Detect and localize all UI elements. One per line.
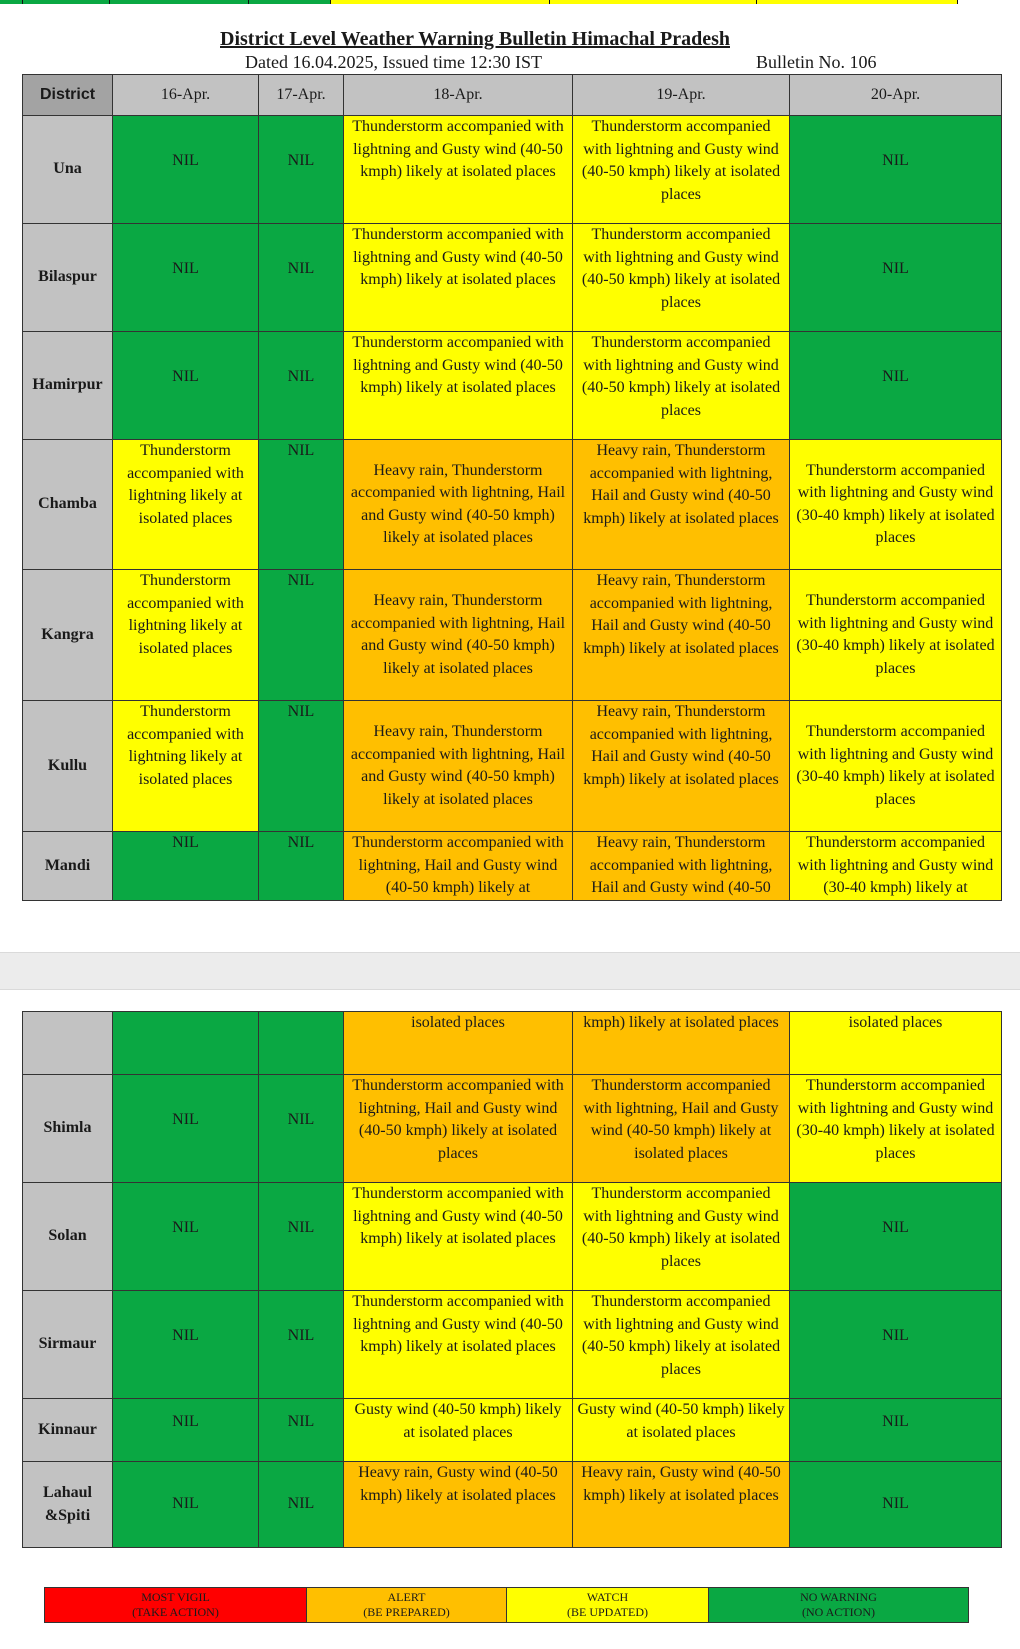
warning-cell: Heavy rain, Thunderstorm accompanied with lightning, Hail and Gusty wind (40-50 kmph) likely at isolated places (344, 440, 573, 570)
warning-table-page-1 (22, 74, 1002, 901)
warning-cell: Thunderstorm accompanied with lightning, Hail and Gusty wind (40-50 kmph) likely at (344, 832, 573, 901)
warning-cell: NIL (113, 1399, 259, 1462)
warning-cell: NIL (113, 1075, 259, 1183)
warning-cell (113, 1012, 259, 1075)
warning-cell: kmph) likely at isolated places (573, 1012, 790, 1075)
warning-cell: Thunderstorm accompanied with lightning and Gusty wind (30-40 kmph) likely at isolated places (790, 701, 1002, 832)
table-row (23, 1291, 1002, 1399)
warning-cell: NIL (259, 440, 344, 570)
warning-cell: NIL (259, 1399, 344, 1462)
bulletin-number: Bulletin No. 106 (756, 52, 877, 72)
warning-cell (259, 1012, 344, 1075)
district-name: Sirmaur (23, 1291, 113, 1399)
warning-cell: Heavy rain, Gusty wind (40-50 kmph) likely at isolated places (573, 1462, 790, 1548)
warning-cell: Thunderstorm accompanied with lightning likely at isolated places (113, 570, 259, 701)
table-row (23, 1075, 1002, 1183)
warning-cell: Heavy rain, Thunderstorm accompanied with lightning, Hail and Gusty wind (40-50 kmph) likely at isolated places (573, 570, 790, 701)
header-date: 17-Apr. (259, 75, 344, 116)
warning-cell: Thunderstorm accompanied with lightning and Gusty wind (40-50 kmph) likely at isolated places (344, 1291, 573, 1399)
district-name: Shimla (23, 1075, 113, 1183)
warning-cell: NIL (790, 1291, 1002, 1399)
table-row (23, 701, 1002, 832)
warning-cell: NIL (790, 1183, 1002, 1291)
table-row (23, 224, 1002, 332)
district-name: Bilaspur (23, 224, 113, 332)
warning-cell: NIL (259, 1075, 344, 1183)
table-row (23, 570, 1002, 701)
header-date: 19-Apr. (573, 75, 790, 116)
table-row (23, 332, 1002, 440)
warning-cell: isolated places (790, 1012, 1002, 1075)
table-header-row (23, 75, 1002, 116)
warning-cell: NIL (113, 332, 259, 440)
issue-date: Dated 16.04.2025, Issued time 12:30 IST (245, 52, 542, 72)
warning-cell: NIL (790, 332, 1002, 440)
table-row (23, 1183, 1002, 1291)
legend-most-vigil: MOST VIGIL (TAKE ACTION) (45, 1588, 307, 1623)
district-name: Solan (23, 1183, 113, 1291)
table-row (23, 832, 1002, 901)
warning-cell: Thunderstorm accompanied with lightning and Gusty wind (30-40 kmph) likely at isolated places (790, 570, 1002, 701)
warning-cell: Thunderstorm accompanied with lightning likely at isolated places (113, 440, 259, 570)
warning-cell: Thunderstorm accompanied with lightning likely at isolated places (113, 701, 259, 832)
warning-cell: Thunderstorm accompanied with lightning and Gusty wind (40-50 kmph) likely at isolated places (344, 332, 573, 440)
warning-cell: Thunderstorm accompanied with lightning and Gusty wind (30-40 kmph) likely at (790, 832, 1002, 901)
warning-cell: NIL (790, 1462, 1002, 1548)
district-name: Kullu (23, 701, 113, 832)
warning-cell: NIL (790, 224, 1002, 332)
warning-cell: NIL (259, 1462, 344, 1548)
district-name: Kinnaur (23, 1399, 113, 1462)
district-name: Mandi (23, 832, 113, 901)
warning-cell: NIL (259, 570, 344, 701)
header-date: 16-Apr. (113, 75, 259, 116)
district-name: Una (23, 116, 113, 224)
warning-cell: Thunderstorm accompanied with lightning and Gusty wind (40-50 kmph) likely at isolated places (344, 1183, 573, 1291)
page-separator (0, 952, 1020, 990)
warning-cell: Thunderstorm accompanied with lightning and Gusty wind (40-50 kmph) likely at isolated places (573, 116, 790, 224)
warning-cell: NIL (259, 116, 344, 224)
warning-cell: Heavy rain, Thunderstorm accompanied with lightning, Hail and Gusty wind (40-50 kmph) likely at isolated places (573, 701, 790, 832)
color-legend (44, 1587, 969, 1623)
header-date: 20-Apr. (790, 75, 1002, 116)
top-color-strip (0, 0, 1020, 4)
warning-cell: NIL (259, 1291, 344, 1399)
warning-cell: Heavy rain, Thunderstorm accompanied with lightning, Hail and Gusty wind (40-50 kmph) likely at isolated places (573, 440, 790, 570)
district-name: Chamba (23, 440, 113, 570)
warning-cell: NIL (259, 332, 344, 440)
warning-cell: Thunderstorm accompanied with lightning, Hail and Gusty wind (40-50 kmph) likely at isolated places (573, 1075, 790, 1183)
warning-cell: Thunderstorm accompanied with lightning and Gusty wind (30-40 kmph) likely at isolated places (790, 440, 1002, 570)
legend-no-warning: NO WARNING (NO ACTION) (709, 1588, 969, 1623)
warning-cell: NIL (113, 832, 259, 901)
header-date: 18-Apr. (344, 75, 573, 116)
header-district: District (23, 75, 113, 116)
warning-cell: Thunderstorm accompanied with lightning and Gusty wind (40-50 kmph) likely at isolated places (573, 1291, 790, 1399)
warning-cell: Heavy rain, Thunderstorm accompanied with lightning, Hail and Gusty wind (40-50 (573, 832, 790, 901)
warning-cell: NIL (259, 224, 344, 332)
table-row (23, 1462, 1002, 1548)
warning-cell: NIL (259, 832, 344, 901)
district-name: Lahaul &Spiti (23, 1462, 113, 1548)
warning-cell: Thunderstorm accompanied with lightning and Gusty wind (40-50 kmph) likely at isolated places (573, 332, 790, 440)
warning-cell: NIL (113, 224, 259, 332)
warning-cell: Gusty wind (40-50 kmph) likely at isolated places (573, 1399, 790, 1462)
warning-cell: NIL (113, 1183, 259, 1291)
warning-cell: Thunderstorm accompanied with lightning and Gusty wind (40-50 kmph) likely at isolated places (573, 1183, 790, 1291)
table-row (23, 1012, 1002, 1075)
warning-cell: NIL (113, 1462, 259, 1548)
warning-cell: Heavy rain, Thunderstorm accompanied with lightning, Hail and Gusty wind (40-50 kmph) likely at isolated places (344, 701, 573, 832)
table-row (23, 1399, 1002, 1462)
table-row (23, 440, 1002, 570)
warning-cell: Thunderstorm accompanied with lightning and Gusty wind (40-50 kmph) likely at isolated places (344, 224, 573, 332)
bulletin-title: District Level Weather Warning Bulletin Himachal Pradesh (220, 28, 730, 50)
warning-cell: NIL (259, 1183, 344, 1291)
warning-cell: Heavy rain, Thunderstorm accompanied with lightning, Hail and Gusty wind (40-50 kmph) likely at isolated places (344, 570, 573, 701)
warning-cell: Thunderstorm accompanied with lightning and Gusty wind (30-40 kmph) likely at isolated places (790, 1075, 1002, 1183)
warning-cell: Thunderstorm accompanied with lightning and Gusty wind (40-50 kmph) likely at isolated places (573, 224, 790, 332)
district-name: Hamirpur (23, 332, 113, 440)
district-name (23, 1012, 113, 1075)
warning-cell: NIL (259, 701, 344, 832)
warning-cell: NIL (113, 1291, 259, 1399)
legend-alert: ALERT (BE PREPARED) (307, 1588, 507, 1623)
district-name: Kangra (23, 570, 113, 701)
warning-cell: Thunderstorm accompanied with lightning, Hail and Gusty wind (40-50 kmph) likely at isolated places (344, 1075, 573, 1183)
warning-cell: NIL (790, 116, 1002, 224)
table-row (23, 116, 1002, 224)
warning-table-page-2 (22, 1011, 1002, 1548)
warning-cell: Thunderstorm accompanied with lightning and Gusty wind (40-50 kmph) likely at isolated places (344, 116, 573, 224)
warning-cell: Gusty wind (40-50 kmph) likely at isolated places (344, 1399, 573, 1462)
warning-cell: Heavy rain, Gusty wind (40-50 kmph) likely at isolated places (344, 1462, 573, 1548)
warning-cell: isolated places (344, 1012, 573, 1075)
warning-cell: NIL (790, 1399, 1002, 1462)
warning-cell: NIL (113, 116, 259, 224)
legend-watch: WATCH (BE UPDATED) (507, 1588, 709, 1623)
